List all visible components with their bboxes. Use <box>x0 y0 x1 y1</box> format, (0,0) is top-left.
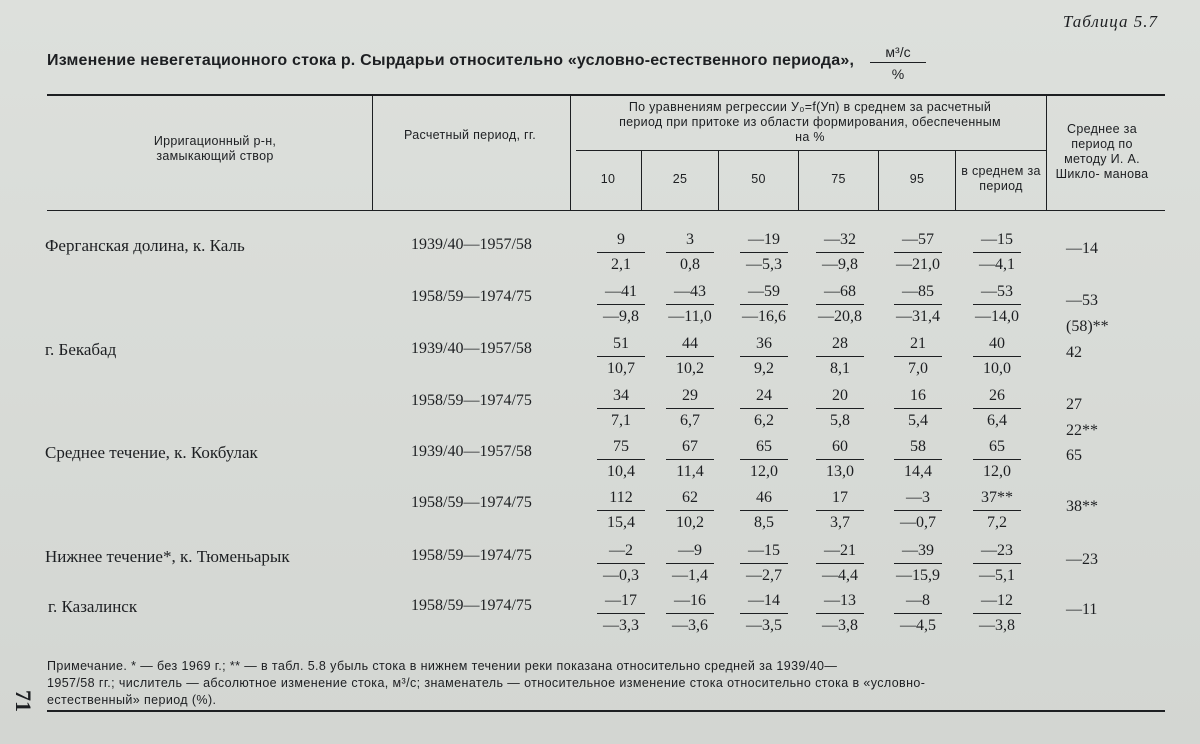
table-cell-fraction <box>662 282 718 327</box>
table-cell-fraction <box>593 386 649 431</box>
cell-numerator: 26 <box>989 387 1005 404</box>
table-cell-fraction <box>812 334 868 379</box>
cell-numerator: 16 <box>910 387 926 404</box>
cell-denominator: —31,4 <box>896 308 940 325</box>
row-shiklomanov-mean: —53 <box>1066 292 1098 309</box>
table-label: Таблица 5.7 <box>1062 12 1158 31</box>
cell-denominator: 13,0 <box>826 463 854 480</box>
table-cell-fraction <box>890 437 946 482</box>
cell-denominator: 11,4 <box>676 463 704 480</box>
fraction-bar <box>740 252 788 253</box>
cell-denominator: —1,4 <box>672 567 708 584</box>
fraction-bar <box>597 510 645 511</box>
cell-denominator: 6,7 <box>680 412 700 429</box>
unit-denominator: % <box>891 66 905 82</box>
row-period: 1958/59—1974/75 <box>411 547 532 564</box>
table-cell-fraction <box>890 488 946 533</box>
row-period: 1939/40—1957/58 <box>411 236 532 253</box>
cell-numerator: —68 <box>824 283 856 300</box>
cell-numerator: 46 <box>756 489 772 506</box>
cell-denominator: —5,1 <box>979 567 1015 584</box>
table-cell-fraction <box>736 282 792 327</box>
cell-denominator: 8,1 <box>830 360 850 377</box>
cell-denominator: 7,0 <box>908 360 928 377</box>
fraction-bar <box>894 408 942 409</box>
row-period: 1958/59—1974/75 <box>411 494 532 511</box>
table-cell-fraction <box>593 437 649 482</box>
row-shiklomanov-mean: —11 <box>1066 601 1098 618</box>
row-region-name: г. Казалинск <box>48 597 138 616</box>
fraction-bar <box>973 459 1021 460</box>
cell-numerator: —17 <box>605 592 637 609</box>
cell-numerator: —15 <box>981 231 1013 248</box>
cell-numerator: —59 <box>748 283 780 300</box>
cell-numerator: —16 <box>674 592 706 609</box>
table-cell-fraction <box>736 437 792 482</box>
fraction-bar <box>816 510 864 511</box>
table-cell-fraction <box>662 591 718 636</box>
row-shiklomanov-mean-secondary: (58)** <box>1066 318 1109 335</box>
table-cell-fraction <box>969 437 1025 482</box>
cell-numerator: —13 <box>824 592 856 609</box>
table-cell-fraction <box>593 541 649 586</box>
table-cell-fraction <box>662 541 718 586</box>
table-cell-fraction <box>890 282 946 327</box>
fraction-bar <box>816 356 864 357</box>
cell-numerator: —9 <box>678 542 702 559</box>
fraction-bar <box>740 304 788 305</box>
cell-denominator: 6,4 <box>987 412 1007 429</box>
fraction-bar <box>973 613 1021 614</box>
table-cell-fraction <box>812 437 868 482</box>
cell-numerator: 3 <box>686 231 694 248</box>
header-p10: 10 <box>600 172 616 186</box>
table-cell-fraction <box>969 488 1025 533</box>
table-cell-fraction <box>812 591 868 636</box>
cell-numerator: 51 <box>613 335 629 352</box>
table-cell-fraction <box>969 591 1025 636</box>
unit-numerator: м³/с <box>870 44 926 63</box>
cell-numerator: —32 <box>824 231 856 248</box>
cell-denominator: 15,4 <box>607 514 635 531</box>
header-p95: 95 <box>909 172 925 186</box>
cell-numerator: 29 <box>682 387 698 404</box>
fraction-bar <box>597 613 645 614</box>
footnote <box>47 658 1147 709</box>
header-p75: 75 <box>831 172 846 186</box>
footnote-line: 1957/58 гг.; числитель — абсолютное изменение стока, м³/с; знаменатель — относительное изменение стока относительно стока в «условно- <box>47 676 926 690</box>
table-cell-fraction <box>736 334 792 379</box>
cell-denominator: 12,0 <box>750 463 778 480</box>
table-cell-fraction <box>890 230 946 275</box>
cell-numerator: 67 <box>682 438 698 455</box>
cell-numerator: —85 <box>902 283 934 300</box>
header-shiklomanov: Среднее за период по методу И. А. Шикло- манова <box>1055 122 1149 181</box>
fraction-bar <box>740 408 788 409</box>
table-cell-fraction <box>890 591 946 636</box>
fraction-bar <box>597 408 645 409</box>
row-period: 1958/59—1974/75 <box>411 392 532 409</box>
footnote-line: Примечание. * — без 1969 г.; ** — в табл. 5.8 убыль стока в нижнем течении реки показана относительно средней за 1939/40— <box>47 659 838 673</box>
cell-numerator: 112 <box>609 489 633 506</box>
table-cell-fraction <box>812 230 868 275</box>
fraction-bar <box>894 356 942 357</box>
table-cell-fraction <box>969 386 1025 431</box>
fraction-bar <box>973 356 1021 357</box>
row-shiklomanov-mean: 65 <box>1066 447 1082 464</box>
row-shiklomanov-mean: 38** <box>1066 498 1098 515</box>
cell-denominator: 3,7 <box>830 514 850 531</box>
cell-denominator: 6,2 <box>754 412 774 429</box>
cell-denominator: 0,8 <box>680 256 700 273</box>
row-shiklomanov-mean: 27 <box>1066 396 1082 413</box>
cell-denominator: —20,8 <box>818 308 862 325</box>
cell-numerator: 34 <box>613 387 629 404</box>
col-divider <box>1046 96 1047 210</box>
table-cell-fraction <box>662 488 718 533</box>
cell-numerator: 37** <box>981 489 1013 506</box>
row-period: 1939/40—1957/58 <box>411 443 532 460</box>
fraction-bar <box>597 459 645 460</box>
header-top-rule <box>47 94 1165 96</box>
cell-numerator: 65 <box>756 438 772 455</box>
table-cell-fraction <box>890 541 946 586</box>
header-regression-group: По уравнениям регрессии У₀=f(Уп) в среднем за расчетный период при притоке из области формирования, обеспеченным на % <box>619 100 1001 144</box>
table-title: Изменение невегетационного стока р. Сырдарьи относительно «условно-естественного периода», <box>47 52 855 69</box>
table-cell-fraction <box>662 386 718 431</box>
cell-numerator: —57 <box>902 231 934 248</box>
table-cell-fraction <box>736 591 792 636</box>
cell-numerator: 9 <box>617 231 625 248</box>
table-cell-fraction <box>593 488 649 533</box>
table-cell-fraction <box>593 230 649 275</box>
header-region: Ирригационный р-н, замыкающий створ <box>153 134 277 163</box>
cell-denominator: —0,3 <box>603 567 639 584</box>
fraction-bar <box>816 408 864 409</box>
cell-denominator: 14,4 <box>904 463 932 480</box>
cell-denominator: —9,8 <box>822 256 858 273</box>
cell-denominator: —5,3 <box>746 256 782 273</box>
cell-numerator: 62 <box>682 489 698 506</box>
fraction-bar <box>816 459 864 460</box>
cell-numerator: —15 <box>748 542 780 559</box>
cell-numerator: —21 <box>824 542 856 559</box>
cell-numerator: —2 <box>609 542 633 559</box>
fraction-bar <box>973 304 1021 305</box>
row-period: 1958/59—1974/75 <box>411 288 532 305</box>
cell-numerator: —3 <box>906 489 930 506</box>
fraction-bar <box>740 613 788 614</box>
row-period: 1958/59—1974/75 <box>411 597 532 614</box>
cell-denominator: 10,2 <box>676 514 704 531</box>
row-region-name: Нижнее течение*, к. Тюменьарык <box>45 547 290 566</box>
row-region-name: Среднее течение, к. Кокбулак <box>45 443 258 462</box>
cell-numerator: —23 <box>981 542 1013 559</box>
cell-denominator: —16,6 <box>742 308 786 325</box>
cell-numerator: 20 <box>832 387 848 404</box>
col-divider <box>570 96 571 210</box>
cell-denominator: —15,9 <box>896 567 940 584</box>
fraction-bar <box>597 356 645 357</box>
fraction-bar <box>894 459 942 460</box>
table-cell-fraction <box>736 386 792 431</box>
fraction-bar <box>666 459 714 460</box>
fraction-bar <box>973 563 1021 564</box>
fraction-bar <box>894 252 942 253</box>
cell-denominator: 5,8 <box>830 412 850 429</box>
fraction-bar <box>816 304 864 305</box>
table-cell-fraction <box>662 334 718 379</box>
table-cell-fraction <box>969 541 1025 586</box>
cell-denominator: 8,5 <box>754 514 774 531</box>
fraction-bar <box>666 408 714 409</box>
table-cell-fraction <box>812 488 868 533</box>
table-cell-fraction <box>736 488 792 533</box>
table-cell-fraction <box>890 386 946 431</box>
cell-numerator: 36 <box>756 335 772 352</box>
fraction-bar <box>666 613 714 614</box>
cell-denominator: 10,4 <box>607 463 635 480</box>
cell-denominator: —0,7 <box>900 514 936 531</box>
table-cell-fraction <box>969 334 1025 379</box>
fraction-bar <box>816 613 864 614</box>
table-cell-fraction <box>662 437 718 482</box>
cell-denominator: 10,7 <box>607 360 635 377</box>
fraction-bar <box>666 510 714 511</box>
cell-numerator: 44 <box>682 335 698 352</box>
cell-denominator: 10,2 <box>676 360 704 377</box>
fraction-bar <box>816 563 864 564</box>
row-region-name: г. Бекабад <box>45 340 117 359</box>
table-cell-fraction <box>812 386 868 431</box>
cell-numerator: —43 <box>674 283 706 300</box>
table-cell-fraction <box>593 591 649 636</box>
cell-numerator: —8 <box>906 592 930 609</box>
fraction-bar <box>666 356 714 357</box>
table-cell-fraction <box>969 282 1025 327</box>
fraction-bar <box>666 563 714 564</box>
cell-numerator: —53 <box>981 283 1013 300</box>
cell-numerator: 28 <box>832 335 848 352</box>
unit-fraction <box>870 44 926 82</box>
cell-numerator: 58 <box>910 438 926 455</box>
cell-denominator: 5,4 <box>908 412 928 429</box>
fraction-bar <box>740 459 788 460</box>
fraction-bar <box>816 252 864 253</box>
fraction-bar <box>973 408 1021 409</box>
page-number: 71 <box>11 690 36 712</box>
table-cell-fraction <box>890 334 946 379</box>
cell-denominator: —14,0 <box>975 308 1019 325</box>
fraction-bar <box>666 304 714 305</box>
table-cell-fraction <box>593 334 649 379</box>
cell-denominator: 7,1 <box>611 412 631 429</box>
cell-numerator: 65 <box>989 438 1005 455</box>
cell-denominator: —4,5 <box>900 617 936 634</box>
row-shiklomanov-mean: —23 <box>1066 551 1098 568</box>
cell-denominator: 7,2 <box>987 514 1007 531</box>
row-shiklomanov-mean-secondary: 22** <box>1066 422 1098 439</box>
fraction-bar <box>740 510 788 511</box>
cell-numerator: —19 <box>748 231 780 248</box>
fraction-bar <box>894 510 942 511</box>
cell-numerator: 24 <box>756 387 772 404</box>
cell-numerator: 21 <box>910 335 926 352</box>
col-divider <box>372 96 373 210</box>
header-p25: 25 <box>672 172 688 186</box>
cell-denominator: —3,8 <box>822 617 858 634</box>
header-bottom-rule <box>47 210 1165 211</box>
fraction-bar <box>894 613 942 614</box>
table-cell-fraction <box>969 230 1025 275</box>
cell-denominator: —21,0 <box>896 256 940 273</box>
cell-denominator: —3,3 <box>603 617 639 634</box>
fraction-bar <box>894 304 942 305</box>
table-cell-fraction <box>736 541 792 586</box>
table-cell-fraction <box>662 230 718 275</box>
footnote-line: естественный» период (%). <box>47 693 217 707</box>
fraction-bar <box>894 563 942 564</box>
cell-denominator: 12,0 <box>983 463 1011 480</box>
header-period: Расчетный период, гг. <box>403 128 537 142</box>
cell-denominator: —4,1 <box>979 256 1015 273</box>
cell-denominator: 2,1 <box>611 256 631 273</box>
cell-numerator: —39 <box>902 542 934 559</box>
row-period: 1939/40—1957/58 <box>411 340 532 357</box>
cell-numerator: —14 <box>748 592 780 609</box>
cell-denominator: —3,5 <box>746 617 782 634</box>
cell-denominator: —4,4 <box>822 567 858 584</box>
cell-numerator: —12 <box>981 592 1013 609</box>
fraction-bar <box>740 563 788 564</box>
table-cell-fraction <box>736 230 792 275</box>
fraction-bar <box>666 252 714 253</box>
fraction-bar <box>740 356 788 357</box>
fraction-bar <box>597 252 645 253</box>
cell-denominator: —3,6 <box>672 617 708 634</box>
table-cell-fraction <box>812 282 868 327</box>
cell-numerator: —41 <box>605 283 637 300</box>
fraction-bar <box>973 252 1021 253</box>
header-period-mean: в среднем за период <box>961 164 1041 193</box>
cell-denominator: —2,7 <box>746 567 782 584</box>
cell-denominator: 10,0 <box>983 360 1011 377</box>
bottom-rule <box>47 710 1165 712</box>
cell-denominator: —9,8 <box>603 308 639 325</box>
cell-numerator: 40 <box>989 335 1005 352</box>
header-p50: 50 <box>751 172 766 186</box>
fraction-bar <box>597 563 645 564</box>
cell-denominator: —3,8 <box>979 617 1015 634</box>
row-region-name: Ферганская долина, к. Каль <box>45 236 245 255</box>
table-cell-fraction <box>812 541 868 586</box>
row-shiklomanov-mean: 42 <box>1066 344 1082 361</box>
cell-denominator: —11,0 <box>668 308 712 325</box>
fraction-bar <box>597 304 645 305</box>
cell-numerator: 60 <box>832 438 848 455</box>
cell-denominator: 9,2 <box>754 360 774 377</box>
table-cell-fraction <box>593 282 649 327</box>
fraction-bar <box>973 510 1021 511</box>
group-header-rule <box>576 150 1046 151</box>
cell-numerator: 17 <box>832 489 848 506</box>
cell-numerator: 75 <box>613 438 629 455</box>
row-shiklomanov-mean: —14 <box>1066 240 1098 257</box>
col-divider <box>955 150 956 210</box>
